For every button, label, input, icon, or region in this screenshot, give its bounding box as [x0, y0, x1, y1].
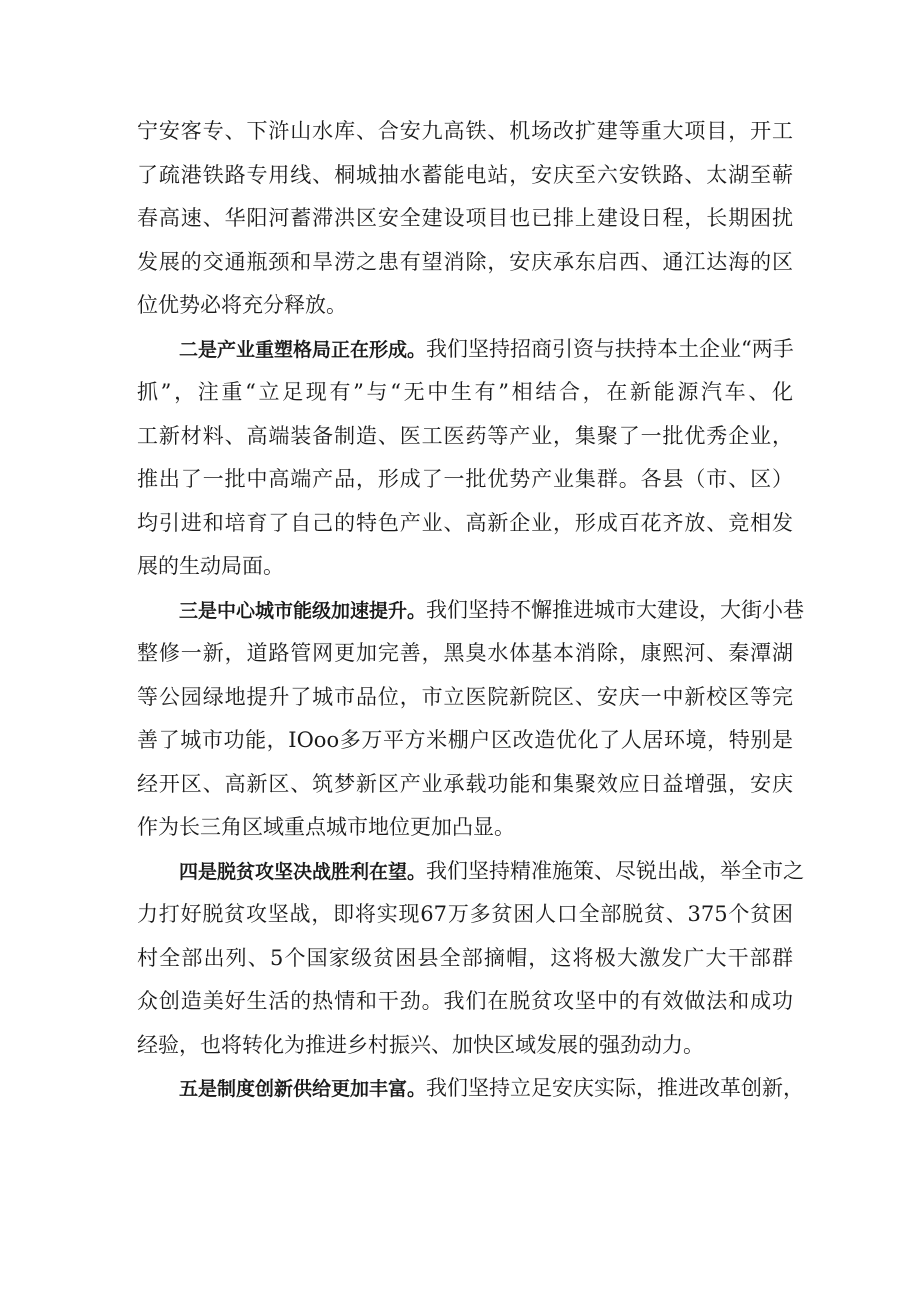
text-line: 推出了一批中高端产品，形成了一批优势产业集群。各县（市、区） — [137, 467, 793, 491]
text-span: 我们坚持立足安庆实际，推进改革创新， — [426, 1076, 805, 1100]
paragraph-lead-heading: 五是制度创新供给更加丰富。 — [179, 1078, 427, 1100]
text-span: 我们坚持不懈推进城市大建设，大街小巷 — [426, 597, 805, 622]
text-line: 了疏港铁路专用线、桐城抽水蓄能电站，安庆至六安铁路、太湖至蕲 — [137, 162, 793, 187]
paragraph-lead-heading: 二是产业重塑格局正在形成。 — [179, 338, 427, 361]
paragraph-industry — [137, 328, 793, 589]
text-line-first — [137, 850, 805, 894]
text-line-first — [137, 589, 805, 633]
text-line: 整修一新，道路管网更加完善，黑臭水体基本消除，康熙河、秦潭湖 — [137, 641, 793, 665]
paragraph-transport-projects — [137, 110, 793, 328]
text-line: 作为长三角区域重点城市地位更加凸显。 — [137, 815, 515, 839]
text-line: 均引进和培育了自己的特色产业、高新企业，形成百花齐放、竞相发 — [137, 510, 793, 535]
text-line: 经开区、高新区、筑梦新区产业承载功能和集聚效应日益增强，安庆 — [137, 771, 793, 796]
document-page — [137, 110, 805, 1111]
text-line: 经验，也将转化为推进乡村振兴、加快区域发展的强劲动力。 — [137, 1032, 704, 1057]
text-line: 春高速、华阳河蓄滞洪区安全建设项目也已排上建设日程，长期困扰 — [137, 206, 793, 230]
text-line-first — [137, 1067, 805, 1111]
text-line: 宁安客专、下浒山水库、合安九高铁、机场改扩建等重大项目，开工 — [137, 119, 793, 143]
text-line: 工新材料、高端装备制造、医工医药等产业，集聚了一批优秀企业， — [137, 423, 793, 448]
text-line: 发展的交通瓶颈和旱涝之患有望消除，安庆承东启西、通江达海的区 — [137, 249, 793, 274]
text-line-first — [137, 328, 793, 372]
text-span: 我们坚持招商引资与扶持本土企业“两手 — [426, 336, 794, 361]
text-line: 善了城市功能，IOoo多万平方米棚户区改造优化了人居环境，特别是 — [137, 728, 793, 752]
paragraph-lead-heading: 四是脱贫攻坚决战胜利在望。 — [179, 860, 427, 883]
text-span: 我们坚持精准施策、尽锐出战，举全市之 — [426, 858, 805, 883]
text-line: 位优势必将充分释放。 — [137, 293, 347, 317]
paragraph-institutional-innovation — [137, 1067, 805, 1111]
text-line: 力打好脱贫攻坚战，即将实现67万多贫困人口全部脱贫、375个贫困 — [137, 902, 793, 926]
paragraph-lead-heading: 三是中心城市能级加速提升。 — [179, 599, 427, 622]
text-line: 众创造美好生活的热情和干劲。我们在脱贫攻坚中的有效做法和成功 — [137, 989, 793, 1013]
paragraph-central-city — [137, 589, 805, 850]
text-line: 村全部出列、5个国家级贫困县全部摘帽，这将极大激发广大干部群 — [137, 945, 793, 970]
text-line: 抓”，注重“立足现有”与“无中生有”相结合，在新能源汽车、化 — [137, 380, 793, 404]
text-line: 等公园绿地提升了城市品位，市立医院新院区、安庆一中新校区等完 — [137, 684, 793, 709]
text-line: 展的生动局面。 — [137, 554, 284, 578]
paragraph-poverty-alleviation — [137, 850, 805, 1068]
